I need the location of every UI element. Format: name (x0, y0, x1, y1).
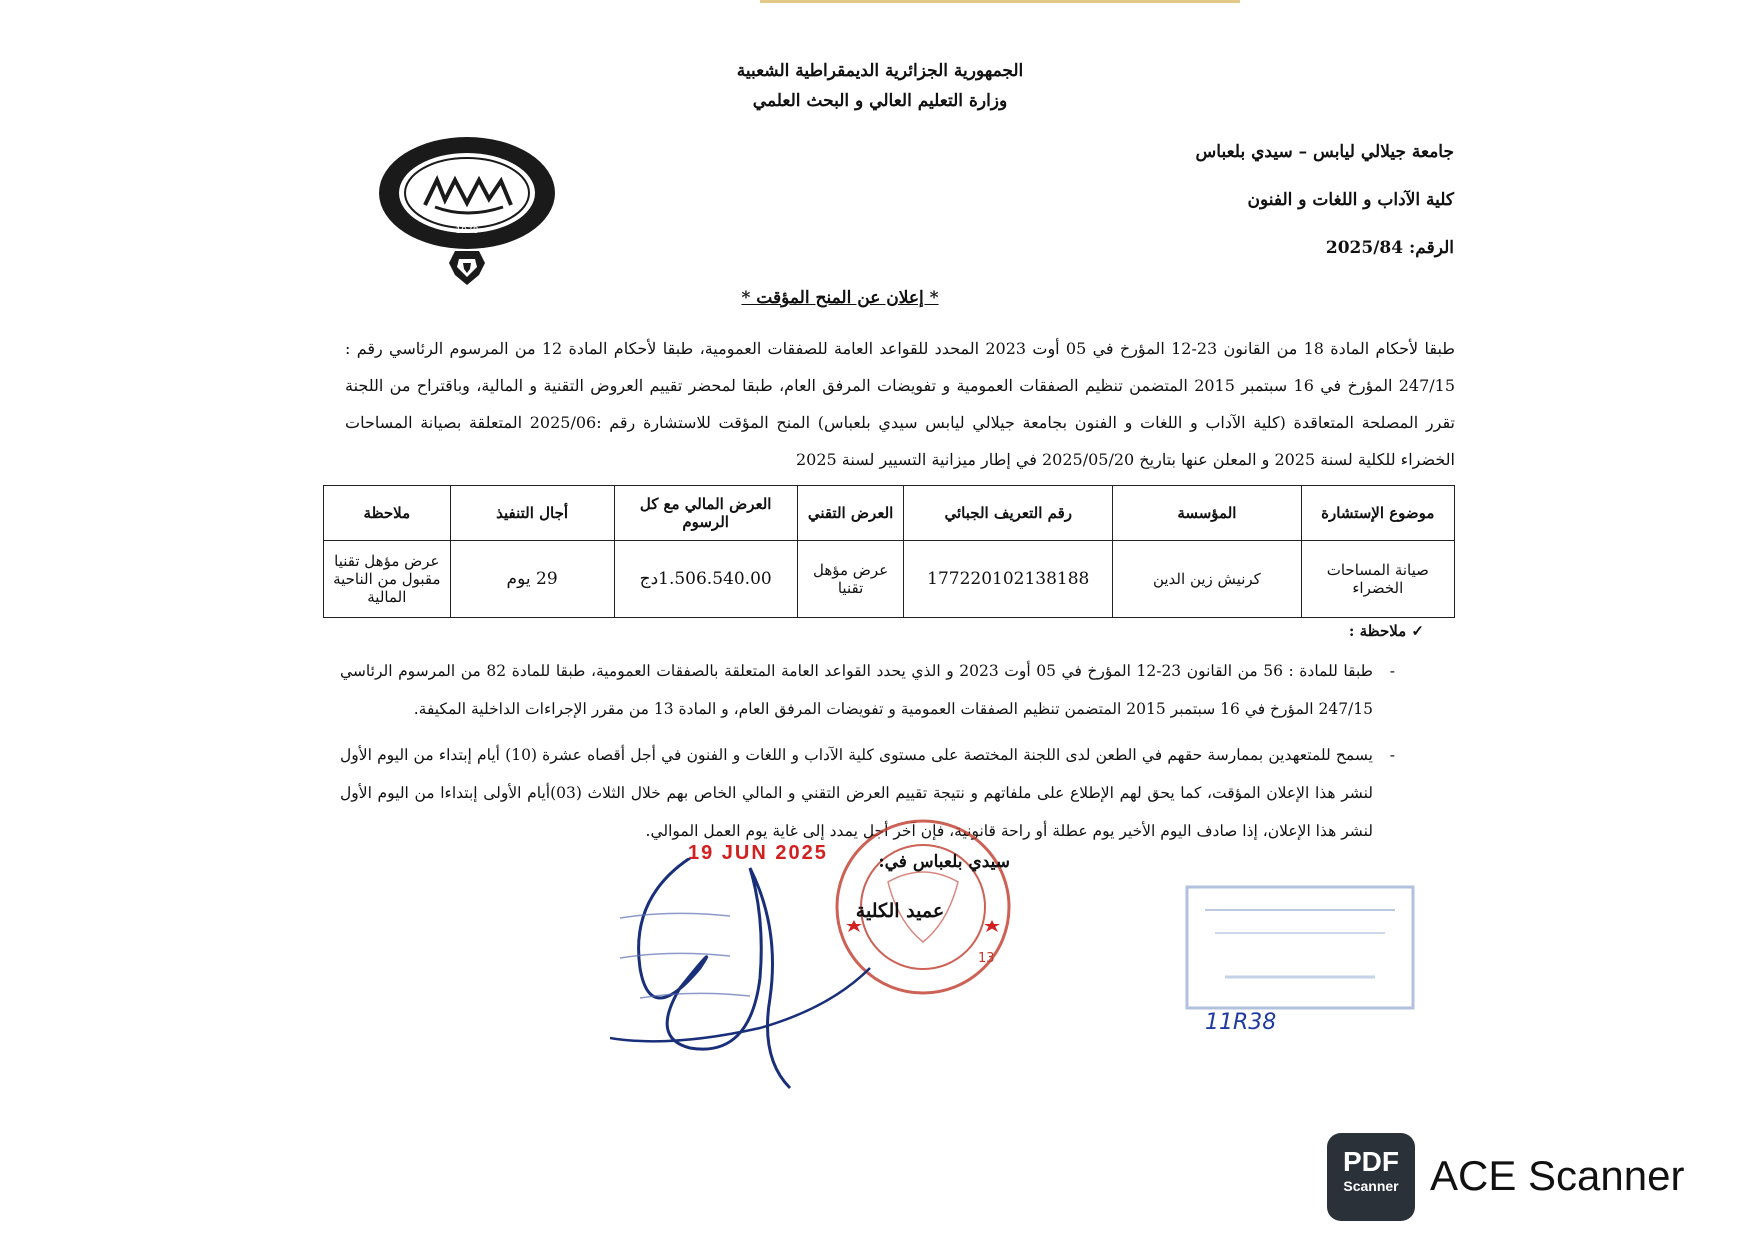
ministry-name: وزارة التعليم العالي و البحث العلمي (752, 91, 1008, 111)
cell-tax-id: 177220102138188 (904, 541, 1113, 618)
dean-title: عميد الكلية (855, 900, 945, 922)
reference-value: 2025/84 (1325, 238, 1404, 258)
header-company: المؤسسة (1113, 486, 1301, 541)
announcement-title: * إعلان عن المنح المؤقت * (741, 288, 939, 308)
receipt-stamp-icon (1185, 885, 1415, 1010)
seal-year: 1978 (455, 226, 479, 236)
badge-line1: PDF (1343, 1146, 1399, 1177)
award-table (323, 485, 1455, 618)
reference-label: الرقم: (1409, 238, 1454, 258)
republic-name: الجمهورية الجزائرية الديمقراطية الشعبية (736, 61, 1024, 81)
received-number: 11R38 (1205, 1010, 1277, 1035)
document-header (620, 56, 1140, 116)
top-color-strip (760, 0, 1240, 3)
header-execution-period: أجال التنفيذ (450, 486, 614, 541)
announcement-paragraph: طبقا لأحكام المادة 18 من القانون 23-12 المؤرخ في 05 أوت 2023 المحدد للقواعد العامة للصفقات العمومية، طبقا لأحكام المادة 12 من المرسوم الرئاسي رقم : 247/15 المؤرخ في 16 سبتمبر 2015 المتضمن تنظيم الصفقات العمومية و تفويضات المرفق العام، طبقا لمحضر تقييم العروض التقنية و المالية، وباقتراح من اللجنة تقرر المصلحة المتعاقدة (كلية الآداب و اللغات و الفنون بجامعة جيلالي ليابس سيدي بلعباس) المنح المؤقت للاستشارة رقم :2025/06 المتعلقة بصيانة المساحات الخضراء للكلية لسنة 2025 و المعلن عنها بتاريخ 2025/05/20 في إطار ميزانية التسيير لسنة 2025 (345, 339, 1456, 469)
cell-company: كرنيش زين الدين (1113, 541, 1301, 618)
university-name: جامعة جيلالي ليابس – سيدي بلعباس (1195, 142, 1454, 162)
stamp-number: 13 (978, 951, 995, 966)
faculty-name: كلية الآداب و اللغات و الفنون (1247, 190, 1454, 210)
header-subject: موضوع الإستشارة (1301, 486, 1454, 541)
institution-block (934, 142, 1454, 286)
note-item: - يسمح للمتعهدين بممارسة حقهم في الطعن لدى اللجنة المختصة على مستوى كلية الآداب و اللغات و الفنون في أجل أقصاه عشرة (10) أيام إبتداء من اليوم الأول لنشر هذا الإعلان المؤقت، كما يحق لهم الإطلاع على ملفاتهم و نتيجة تقييم العرض التقني و المالي الخاص بهم خلال الثلاث (03)أيام الأولى إبتداءا من اليوم الأول لنشر هذا الإعلان، إذا صادف اليوم الأخير يوم عطلة أو راحة قانونية، فإن آخر أجل يمدد إلى غاية يوم العمل الموالي. (340, 736, 1395, 850)
pdf-scanner-badge-icon (1327, 1133, 1415, 1221)
badge-line2: Scanner (1343, 1178, 1399, 1194)
table-header-row (324, 486, 1455, 541)
university-seal-icon (375, 135, 559, 305)
scanner-app-name: ACE Scanner (1430, 1152, 1685, 1199)
cell-remark: عرض مؤهل تقنيا مقبول من الناحية المالية (324, 541, 451, 618)
notes-heading: ✓ ملاحظة : (1348, 622, 1424, 640)
header-tax-id: رقم التعريف الجبائي (904, 486, 1113, 541)
table-row (324, 541, 1455, 618)
note-item: - طبقا للمادة : 56 من القانون 23-12 المؤرخ في 05 أوت 2023 و الذي يحدد القواعد العامة المتعلقة بالصفقات العمومية، طبقا للمادة 82 من المرسوم الرئاسي 247/15 المؤرخ في 16 سبتمبر 2015 المتضمن تنظيم الصفقات العمومية و تفويضات المرفق العام، و المادة 13 من مقرر الإجراءات الداخلية المكيفة. (340, 652, 1395, 728)
cell-subject: صيانة المساحات الخضراء (1301, 541, 1454, 618)
cell-technical-offer: عرض مؤهل تقنيا (797, 541, 904, 618)
header-technical-offer: العرض التقني (797, 486, 904, 541)
reference-number (934, 238, 1454, 286)
header-remark: ملاحظة (324, 486, 451, 541)
signing-place: سيدي بلعباس في: (878, 852, 1010, 872)
cell-financial-offer: 1.506.540.00دج (614, 541, 797, 618)
handwritten-signature-icon (610, 858, 1010, 1098)
header-financial-offer: العرض المالي مع كل الرسوم (614, 486, 797, 541)
date-stamp-red: 19 JUN 2025 (688, 842, 828, 864)
cell-execution-period: 29 يوم (450, 541, 614, 618)
